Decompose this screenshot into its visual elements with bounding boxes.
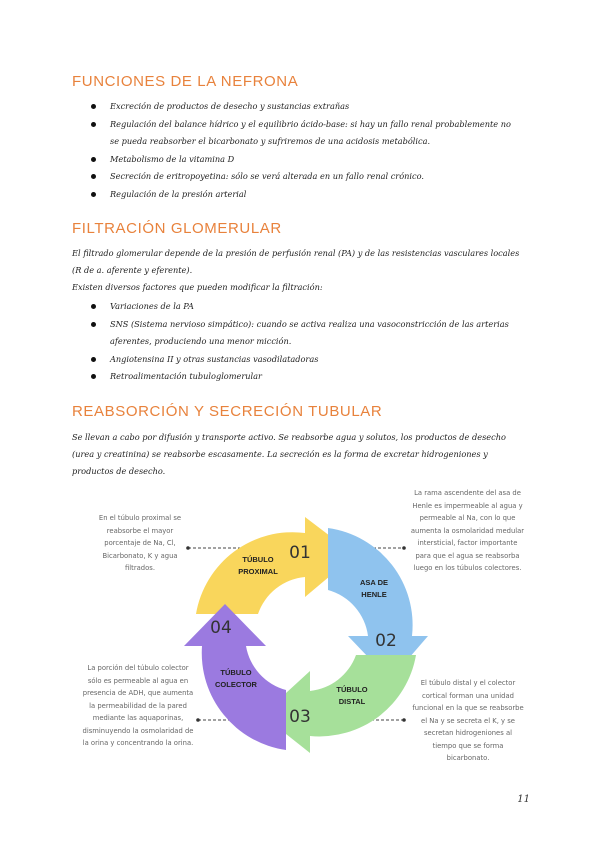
label-colector-line2: COLECTOR: [215, 680, 257, 689]
label-henle-line2: HENLE: [361, 590, 387, 599]
filtration-factors-intro: Existen diversos factores que pueden modificar la filtración:: [72, 282, 323, 292]
number-01: 01: [289, 543, 311, 563]
label-proximal-line1: TÚBULO: [242, 555, 274, 564]
label-proximal-line2: PROXIMAL: [238, 567, 278, 576]
list-item: Metabolismo de la vitamina D: [88, 151, 518, 169]
note-colector: La porción del túbulo colector sólo es permeable al agua en presencia de ADH, que aumenta la permeabilidad de la pared mediante las aquaporinas, disminuyendo la osmolaridad de la orina y concentrando la orina.: [82, 664, 194, 747]
number-04: 04: [210, 618, 232, 638]
segment-colector: [184, 604, 286, 750]
note-henle: La rama ascendente del asa de Henle es impermeable al agua y permeable al Na, con lo que aumenta la osmolaridad medular intersticial, factor importante para que el agua se reabsorba luego en los túbulos colectores.: [410, 489, 525, 572]
number-02: 02: [375, 631, 397, 651]
list-item: Excreción de productos de desecho y sustancias extrañas: [88, 98, 518, 116]
label-distal-line1: TÚBULO: [336, 685, 368, 694]
list-item: SNS (Sistema nervioso simpático): cuando se activa realiza una vasoconstricción de las arterias aferentes, produciendo una menor micción.: [88, 316, 518, 351]
number-03: 03: [289, 707, 311, 727]
page-number: 11: [517, 794, 530, 805]
list-item: Angiotensina II y otras sustancias vasodilatadoras: [88, 351, 518, 369]
section-title-reabsorption: REABSORCIÓN Y SECRECIÓN TUBULAR: [72, 403, 383, 420]
section-title-functions: FUNCIONES DE LA NEFRONA: [72, 73, 299, 90]
note-proximal: En el túbulo proximal se reabsorbe el mayor porcentaje de Na, Cl, Bicarbonato, K y agua filtrados.: [98, 514, 182, 572]
list-item: Variaciones de la PA: [88, 298, 518, 316]
list-item: Retroalimentación tubuloglomerular: [88, 368, 518, 386]
list-item: Regulación de la presión arterial: [88, 186, 518, 204]
reabsorption-text: Se llevan a cabo por difusión y transporte activo. Se reabsorbe agua y solutos, los productos de desecho (urea y creatinina) se reabsorbe escasamente. La secreción es la forma de excretar hidrogeniones y productos de desecho.: [72, 432, 506, 476]
note-distal: El túbulo distal y el colector cortical forman una unidad funcional en la que se reabsorbe el Na y se secreta el K, y se secretan hidrogeniones al tiempo que se forma bicarbonato.: [412, 679, 524, 762]
section-title-filtration: FILTRACIÓN GLOMERULAR: [72, 220, 282, 237]
list-item: Secreción de eritropoyetina: sólo se verá alterada en un fallo renal crónico.: [88, 168, 518, 186]
label-colector-line1: TÚBULO: [220, 668, 252, 677]
filtration-intro: El filtrado glomerular depende de la presión de perfusión renal (PA) y de las resistencias vasculares locales (R de a. aferente y eferente).: [72, 248, 520, 275]
list-item: Regulación del balance hídrico y el equilibrio ácido-base: si hay un fallo renal probablemente no se pueda reabsorber el bicarbonato y sufriremos de una acidosis metabólica.: [88, 116, 518, 151]
label-distal-line2: DISTAL: [338, 697, 366, 706]
label-henle-line1: ASA DE: [359, 578, 389, 587]
